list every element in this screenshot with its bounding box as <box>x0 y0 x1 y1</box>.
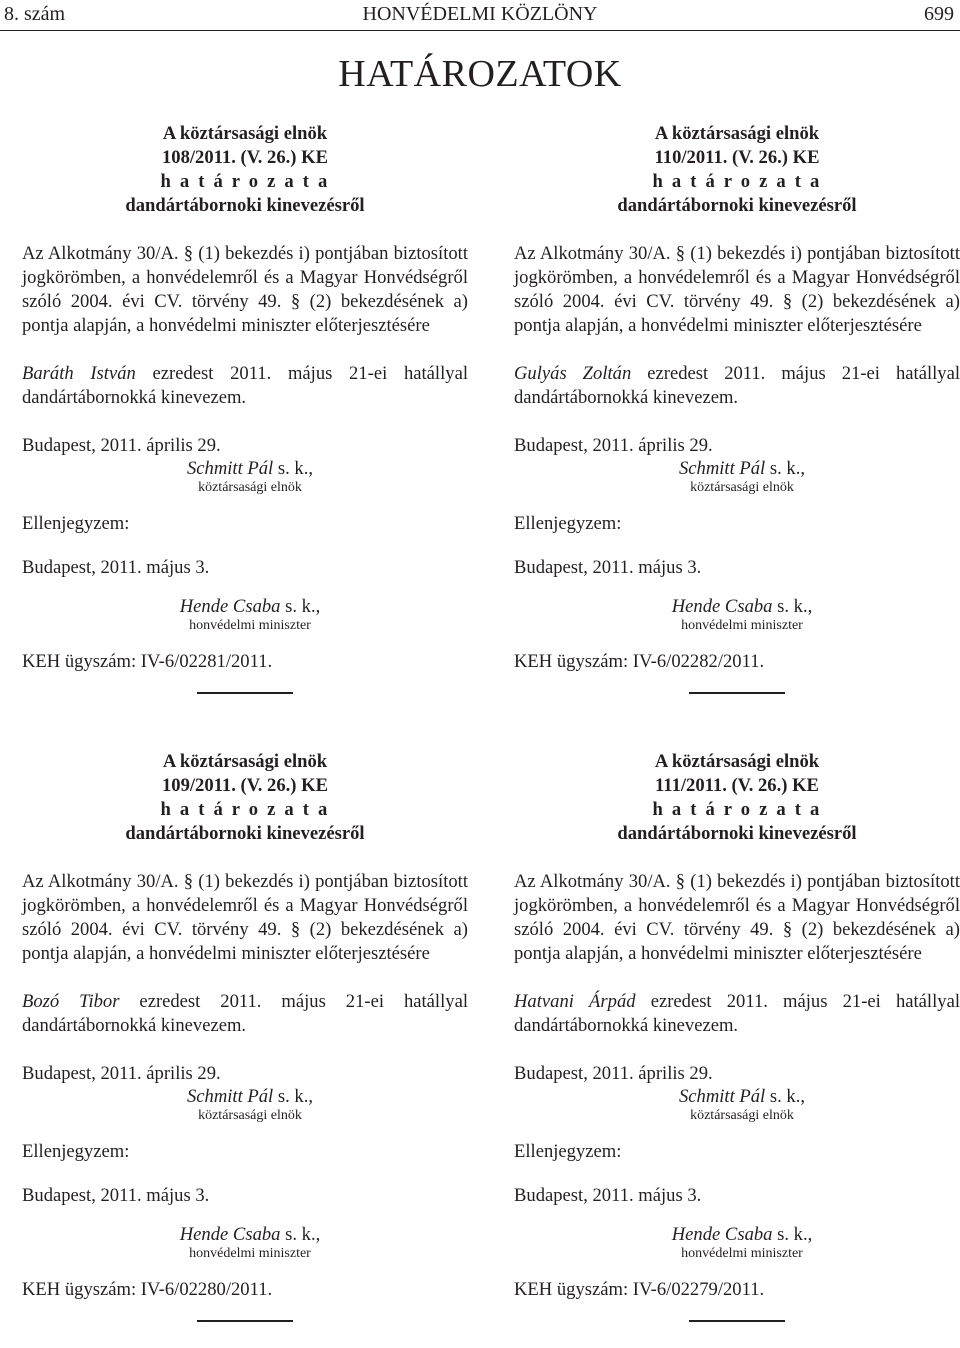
decision-kind: h a t á r o z a t a <box>160 171 330 192</box>
keh-case-number: KEH ügyszám: IV-6/02279/2011. <box>514 1279 765 1300</box>
president-signature <box>22 1086 468 1124</box>
nomination-text: ezredest 2011. május 21-ei hatállyal dandártábornokká kinevezem. <box>22 991 468 1036</box>
decision-heading <box>22 750 468 846</box>
decision-kind: h a t á r o z a t a <box>652 799 822 820</box>
decision-heading <box>22 122 468 218</box>
signer-sk: s. k., <box>772 1224 813 1245</box>
signer-name: Schmitt Pál <box>678 458 766 479</box>
legal-basis: Az Alkotmány 30/A. § (1) bekezdés i) pontjában biztosított jogkörömben, a honvédelemről és a Magyar Honvédségről szóló 2004. évi CV. törvény 49. § (2) bekezdésének a) pontja alapján, a honvédelmi miniszter előterjesztésére <box>22 871 468 964</box>
signing-date: Budapest, 2011. április 29. <box>22 435 221 456</box>
nominee-name: Hatvani Árpád <box>514 991 636 1012</box>
decision-number: 108/2011. (V. 26.) KE <box>162 147 328 168</box>
nominee-name: Baráth István <box>22 363 136 384</box>
issuer: A köztársasági elnök <box>654 751 820 772</box>
decision-subject: dandártábornoki kinevezésről <box>125 823 365 844</box>
decision-number: 109/2011. (V. 26.) KE <box>162 775 328 796</box>
decision-110 <box>514 122 960 694</box>
decision-kind: h a t á r o z a t a <box>160 799 330 820</box>
signer-name: Hende Csaba <box>671 596 773 617</box>
decision-heading <box>514 750 960 846</box>
signer-sk: s. k., <box>273 458 314 479</box>
separator-rule <box>689 1320 785 1322</box>
nomination-text: ezredest 2011. május 21-ei hatállyal dandártábornokká kinevezem. <box>22 363 468 408</box>
section-title: HATÁROZATOK <box>338 53 622 95</box>
signer-role: honvédelmi miniszter <box>681 618 803 633</box>
issuer: A köztársasági elnök <box>162 123 328 144</box>
minister-signature <box>514 1224 960 1262</box>
nominee-name: Bozó Tibor <box>22 991 120 1012</box>
page-header <box>0 0 960 30</box>
decision-subject: dandártábornoki kinevezésről <box>617 195 857 216</box>
countersign-date: Budapest, 2011. május 3. <box>22 1185 210 1206</box>
decision-heading <box>514 122 960 218</box>
signer-role: köztársasági elnök <box>690 480 794 495</box>
countersign-label: Ellenjegyzem: <box>22 1141 130 1162</box>
president-signature <box>22 458 468 496</box>
journal-title: HONVÉDELMI KÖZLÖNY <box>362 3 598 25</box>
minister-signature <box>514 596 960 634</box>
legal-basis: Az Alkotmány 30/A. § (1) bekezdés i) pontjában biztosított jogkörömben, a honvédelemről és a Magyar Honvédségről szóló 2004. évi CV. törvény 49. § (2) bekezdésének a) pontja alapján, a honvédelmi miniszter előterjesztésére <box>514 243 960 336</box>
minister-signature <box>22 596 468 634</box>
issue-number: 8. szám <box>4 3 66 25</box>
nomination-paragraph <box>22 362 468 410</box>
keh-case-number: KEH ügyszám: IV-6/02282/2011. <box>514 651 765 672</box>
president-signature <box>514 1086 960 1124</box>
signer-name: Schmitt Pál <box>186 458 274 479</box>
signer-role: honvédelmi miniszter <box>189 618 311 633</box>
separator-rule <box>689 692 785 694</box>
signer-role: honvédelmi miniszter <box>681 1246 803 1261</box>
president-signature <box>514 458 960 496</box>
decision-number: 111/2011. (V. 26.) KE <box>655 775 819 796</box>
nominee-name: Gulyás Zoltán <box>514 363 632 384</box>
decision-kind: h a t á r o z a t a <box>652 171 822 192</box>
separator-rule <box>197 1320 293 1322</box>
signer-sk: s. k., <box>273 1086 314 1107</box>
separator-rule <box>197 692 293 694</box>
decision-subject: dandártábornoki kinevezésről <box>125 195 365 216</box>
keh-case-number: KEH ügyszám: IV-6/02281/2011. <box>22 651 273 672</box>
signing-date: Budapest, 2011. április 29. <box>514 435 713 456</box>
decision-111 <box>514 750 960 1322</box>
signing-date: Budapest, 2011. április 29. <box>22 1063 221 1084</box>
issuer: A köztársasági elnök <box>654 123 820 144</box>
signer-name: Schmitt Pál <box>186 1086 274 1107</box>
header-rule <box>0 30 960 31</box>
page-number: 699 <box>924 3 954 25</box>
signing-date: Budapest, 2011. április 29. <box>514 1063 713 1084</box>
signer-role: köztársasági elnök <box>198 480 302 495</box>
signer-role: köztársasági elnök <box>690 1108 794 1123</box>
legal-basis: Az Alkotmány 30/A. § (1) bekezdés i) pontjában biztosított jogkörömben, a honvédelemről és a Magyar Honvédségről szóló 2004. évi CV. törvény 49. § (2) bekezdésének a) pontja alapján, a honvédelmi miniszter előterjesztésére <box>514 871 960 964</box>
signer-name: Hende Csaba <box>671 1224 773 1245</box>
nomination-text: ezredest 2011. május 21-ei hatállyal dandártábornokká kinevezem. <box>514 991 960 1036</box>
countersign-label: Ellenjegyzem: <box>514 513 622 534</box>
signer-name: Schmitt Pál <box>678 1086 766 1107</box>
legal-basis: Az Alkotmány 30/A. § (1) bekezdés i) pontjában biztosított jogkörömben, a honvédelemről és a Magyar Honvédségről szóló 2004. évi CV. törvény 49. § (2) bekezdésének a) pontja alapján, a honvédelmi miniszter előterjesztésére <box>22 243 468 336</box>
nomination-paragraph <box>514 362 960 410</box>
signer-sk: s. k., <box>765 458 806 479</box>
signer-name: Hende Csaba <box>179 1224 281 1245</box>
decision-109 <box>22 750 468 1322</box>
signer-sk: s. k., <box>280 596 321 617</box>
nomination-text: ezredest 2011. május 21-ei hatállyal dandártábornokká kinevezem. <box>514 363 960 408</box>
signer-sk: s. k., <box>772 596 813 617</box>
decision-108 <box>22 122 468 694</box>
nomination-paragraph <box>514 990 960 1038</box>
countersign-label: Ellenjegyzem: <box>514 1141 622 1162</box>
minister-signature <box>22 1224 468 1262</box>
countersign-date: Budapest, 2011. május 3. <box>514 557 702 578</box>
keh-case-number: KEH ügyszám: IV-6/02280/2011. <box>22 1279 273 1300</box>
signer-sk: s. k., <box>280 1224 321 1245</box>
countersign-date: Budapest, 2011. május 3. <box>22 557 210 578</box>
countersign-date: Budapest, 2011. május 3. <box>514 1185 702 1206</box>
nomination-paragraph <box>22 990 468 1038</box>
signer-role: köztársasági elnök <box>198 1108 302 1123</box>
countersign-label: Ellenjegyzem: <box>22 513 130 534</box>
decision-subject: dandártábornoki kinevezésről <box>617 823 857 844</box>
decision-number: 110/2011. (V. 26.) KE <box>654 147 820 168</box>
signer-sk: s. k., <box>765 1086 806 1107</box>
issuer: A köztársasági elnök <box>162 751 328 772</box>
signer-role: honvédelmi miniszter <box>189 1246 311 1261</box>
signer-name: Hende Csaba <box>179 596 281 617</box>
